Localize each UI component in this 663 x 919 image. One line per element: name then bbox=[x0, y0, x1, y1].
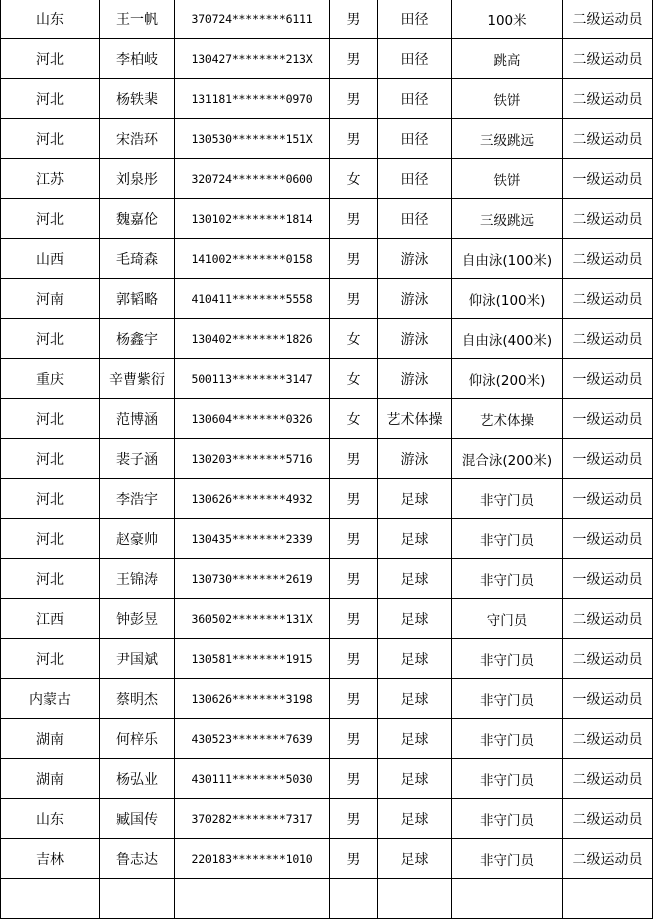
gender-cell: 男 bbox=[330, 679, 378, 719]
level-cell: 二级运动员 bbox=[563, 719, 653, 759]
level-cell: 二级运动员 bbox=[563, 119, 653, 159]
event-cell: 守门员 bbox=[452, 599, 563, 639]
name-cell: 尹国斌 bbox=[100, 639, 175, 679]
table-row bbox=[1, 559, 653, 599]
province-cell: 内蒙古 bbox=[1, 679, 100, 719]
table-row bbox=[1, 359, 653, 399]
table-row bbox=[1, 479, 653, 519]
province-cell: 河南 bbox=[1, 279, 100, 319]
table-row bbox=[1, 439, 653, 479]
id-number-cell: 130435********2339 bbox=[175, 519, 330, 559]
level-cell: 二级运动员 bbox=[563, 279, 653, 319]
id-number-cell: 130102********1814 bbox=[175, 199, 330, 239]
name-cell: 刘泉彤 bbox=[100, 159, 175, 199]
id-number-cell: 370282********7317 bbox=[175, 799, 330, 839]
gender-cell: 男 bbox=[330, 719, 378, 759]
table-row bbox=[1, 759, 653, 799]
event-cell: 非守门员 bbox=[452, 839, 563, 879]
gender-cell: 男 bbox=[330, 119, 378, 159]
gender-cell: 男 bbox=[330, 479, 378, 519]
sport-cell: 游泳 bbox=[378, 279, 452, 319]
event-cell: 自由泳(400米) bbox=[452, 319, 563, 359]
sport-cell: 游泳 bbox=[378, 439, 452, 479]
level-cell: 二级运动员 bbox=[563, 0, 653, 39]
table-row bbox=[1, 519, 653, 559]
id-number-cell bbox=[175, 879, 330, 919]
id-number-cell: 130730********2619 bbox=[175, 559, 330, 599]
name-cell bbox=[100, 879, 175, 919]
gender-cell: 女 bbox=[330, 159, 378, 199]
province-cell: 山东 bbox=[1, 799, 100, 839]
sport-cell: 足球 bbox=[378, 639, 452, 679]
id-number-cell: 130626********4932 bbox=[175, 479, 330, 519]
name-cell: 辛曹紫衍 bbox=[100, 359, 175, 399]
name-cell: 李柏岐 bbox=[100, 39, 175, 79]
sport-cell: 足球 bbox=[378, 599, 452, 639]
province-cell: 河北 bbox=[1, 199, 100, 239]
province-cell: 河北 bbox=[1, 319, 100, 359]
id-number-cell: 370724********6111 bbox=[175, 0, 330, 39]
gender-cell: 男 bbox=[330, 439, 378, 479]
id-number-cell: 430523********7639 bbox=[175, 719, 330, 759]
province-cell: 河北 bbox=[1, 39, 100, 79]
province-cell: 江苏 bbox=[1, 159, 100, 199]
gender-cell: 男 bbox=[330, 839, 378, 879]
level-cell: 二级运动员 bbox=[563, 839, 653, 879]
province-cell: 河北 bbox=[1, 519, 100, 559]
gender-cell: 女 bbox=[330, 319, 378, 359]
table-row bbox=[1, 119, 653, 159]
event-cell: 三级跳远 bbox=[452, 119, 563, 159]
name-cell: 王一帆 bbox=[100, 0, 175, 39]
event-cell: 铁饼 bbox=[452, 159, 563, 199]
gender-cell: 男 bbox=[330, 639, 378, 679]
sport-cell: 田径 bbox=[378, 0, 452, 39]
gender-cell: 男 bbox=[330, 239, 378, 279]
province-cell: 河北 bbox=[1, 479, 100, 519]
event-cell: 非守门员 bbox=[452, 639, 563, 679]
sport-cell: 艺术体操 bbox=[378, 399, 452, 439]
province-cell: 河北 bbox=[1, 559, 100, 599]
sport-cell: 足球 bbox=[378, 719, 452, 759]
roster-body bbox=[1, 0, 653, 919]
gender-cell: 男 bbox=[330, 559, 378, 599]
id-number-cell: 130581********1915 bbox=[175, 639, 330, 679]
name-cell: 郭韬略 bbox=[100, 279, 175, 319]
event-cell: 仰泳(100米) bbox=[452, 279, 563, 319]
level-cell: 二级运动员 bbox=[563, 799, 653, 839]
sport-cell: 田径 bbox=[378, 79, 452, 119]
table-row bbox=[1, 679, 653, 719]
event-cell: 非守门员 bbox=[452, 559, 563, 599]
level-cell: 二级运动员 bbox=[563, 79, 653, 119]
sport-cell: 足球 bbox=[378, 479, 452, 519]
sport-cell: 游泳 bbox=[378, 319, 452, 359]
name-cell: 杨弘业 bbox=[100, 759, 175, 799]
sport-cell: 足球 bbox=[378, 519, 452, 559]
sport-cell: 田径 bbox=[378, 199, 452, 239]
level-cell: 二级运动员 bbox=[563, 319, 653, 359]
level-cell: 一级运动员 bbox=[563, 479, 653, 519]
event-cell: 混合泳(200米) bbox=[452, 439, 563, 479]
id-number-cell: 410411********5558 bbox=[175, 279, 330, 319]
table-row bbox=[1, 799, 653, 839]
table-row bbox=[1, 279, 653, 319]
province-cell: 河北 bbox=[1, 639, 100, 679]
gender-cell: 男 bbox=[330, 279, 378, 319]
level-cell: 一级运动员 bbox=[563, 519, 653, 559]
gender-cell: 男 bbox=[330, 199, 378, 239]
table-row bbox=[1, 199, 653, 239]
sport-cell: 田径 bbox=[378, 39, 452, 79]
gender-cell: 男 bbox=[330, 599, 378, 639]
event-cell: 非守门员 bbox=[452, 759, 563, 799]
event-cell: 三级跳远 bbox=[452, 199, 563, 239]
event-cell: 非守门员 bbox=[452, 479, 563, 519]
name-cell: 毛琦森 bbox=[100, 239, 175, 279]
event-cell: 仰泳(200米) bbox=[452, 359, 563, 399]
province-cell: 湖南 bbox=[1, 759, 100, 799]
table-row bbox=[1, 0, 653, 39]
id-number-cell: 130427********213X bbox=[175, 39, 330, 79]
level-cell: 一级运动员 bbox=[563, 439, 653, 479]
table-row bbox=[1, 719, 653, 759]
name-cell: 鲁志达 bbox=[100, 839, 175, 879]
level-cell: 二级运动员 bbox=[563, 759, 653, 799]
level-cell: 一级运动员 bbox=[563, 359, 653, 399]
sport-cell bbox=[378, 879, 452, 919]
level-cell: 一级运动员 bbox=[563, 399, 653, 439]
event-cell: 非守门员 bbox=[452, 719, 563, 759]
province-cell: 湖南 bbox=[1, 719, 100, 759]
table-row bbox=[1, 319, 653, 359]
sport-cell: 游泳 bbox=[378, 239, 452, 279]
id-number-cell: 500113********3147 bbox=[175, 359, 330, 399]
name-cell: 杨鑫宇 bbox=[100, 319, 175, 359]
province-cell: 河北 bbox=[1, 79, 100, 119]
event-cell: 跳高 bbox=[452, 39, 563, 79]
gender-cell: 男 bbox=[330, 79, 378, 119]
name-cell: 赵豪帅 bbox=[100, 519, 175, 559]
table-row bbox=[1, 599, 653, 639]
gender-cell: 男 bbox=[330, 0, 378, 39]
sport-cell: 足球 bbox=[378, 799, 452, 839]
id-number-cell: 130530********151X bbox=[175, 119, 330, 159]
sport-cell: 足球 bbox=[378, 559, 452, 599]
name-cell: 蔡明杰 bbox=[100, 679, 175, 719]
id-number-cell: 220183********1010 bbox=[175, 839, 330, 879]
name-cell: 魏嘉伦 bbox=[100, 199, 175, 239]
id-number-cell: 130203********5716 bbox=[175, 439, 330, 479]
level-cell: 二级运动员 bbox=[563, 39, 653, 79]
event-cell: 艺术体操 bbox=[452, 399, 563, 439]
event-cell: 非守门员 bbox=[452, 679, 563, 719]
gender-cell bbox=[330, 879, 378, 919]
level-cell: 二级运动员 bbox=[563, 599, 653, 639]
name-cell: 宋浩环 bbox=[100, 119, 175, 159]
id-number-cell: 131181********0970 bbox=[175, 79, 330, 119]
name-cell: 李浩宇 bbox=[100, 479, 175, 519]
event-cell: 100米 bbox=[452, 0, 563, 39]
sport-cell: 游泳 bbox=[378, 359, 452, 399]
province-cell: 江西 bbox=[1, 599, 100, 639]
table-row bbox=[1, 839, 653, 879]
level-cell: 一级运动员 bbox=[563, 679, 653, 719]
id-number-cell: 360502********131X bbox=[175, 599, 330, 639]
level-cell: 二级运动员 bbox=[563, 639, 653, 679]
sport-cell: 足球 bbox=[378, 839, 452, 879]
level-cell: 二级运动员 bbox=[563, 239, 653, 279]
event-cell: 自由泳(100米) bbox=[452, 239, 563, 279]
gender-cell: 女 bbox=[330, 399, 378, 439]
event-cell bbox=[452, 879, 563, 919]
table-row bbox=[1, 639, 653, 679]
gender-cell: 男 bbox=[330, 799, 378, 839]
sport-cell: 足球 bbox=[378, 679, 452, 719]
province-cell bbox=[1, 879, 100, 919]
table-row bbox=[1, 79, 653, 119]
table-row bbox=[1, 239, 653, 279]
province-cell: 河北 bbox=[1, 119, 100, 159]
event-cell: 非守门员 bbox=[452, 799, 563, 839]
table-row bbox=[1, 159, 653, 199]
id-number-cell: 130604********0326 bbox=[175, 399, 330, 439]
gender-cell: 男 bbox=[330, 39, 378, 79]
province-cell: 吉林 bbox=[1, 839, 100, 879]
province-cell: 山西 bbox=[1, 239, 100, 279]
table-row bbox=[1, 879, 653, 919]
name-cell: 钟彭昱 bbox=[100, 599, 175, 639]
name-cell: 臧国传 bbox=[100, 799, 175, 839]
name-cell: 范博涵 bbox=[100, 399, 175, 439]
province-cell: 重庆 bbox=[1, 359, 100, 399]
name-cell: 杨轶棐 bbox=[100, 79, 175, 119]
level-cell bbox=[563, 879, 653, 919]
level-cell: 一级运动员 bbox=[563, 559, 653, 599]
gender-cell: 男 bbox=[330, 759, 378, 799]
sport-cell: 田径 bbox=[378, 119, 452, 159]
name-cell: 何梓乐 bbox=[100, 719, 175, 759]
name-cell: 王锦涛 bbox=[100, 559, 175, 599]
table-row bbox=[1, 399, 653, 439]
id-number-cell: 320724********0600 bbox=[175, 159, 330, 199]
sport-cell: 足球 bbox=[378, 759, 452, 799]
province-cell: 河北 bbox=[1, 439, 100, 479]
name-cell: 裴子涵 bbox=[100, 439, 175, 479]
level-cell: 二级运动员 bbox=[563, 199, 653, 239]
gender-cell: 女 bbox=[330, 359, 378, 399]
table-row bbox=[1, 39, 653, 79]
event-cell: 非守门员 bbox=[452, 519, 563, 559]
event-cell: 铁饼 bbox=[452, 79, 563, 119]
level-cell: 一级运动员 bbox=[563, 159, 653, 199]
province-cell: 河北 bbox=[1, 399, 100, 439]
gender-cell: 男 bbox=[330, 519, 378, 559]
province-cell: 山东 bbox=[1, 0, 100, 39]
id-number-cell: 430111********5030 bbox=[175, 759, 330, 799]
id-number-cell: 141002********0158 bbox=[175, 239, 330, 279]
id-number-cell: 130626********3198 bbox=[175, 679, 330, 719]
sport-cell: 田径 bbox=[378, 159, 452, 199]
id-number-cell: 130402********1826 bbox=[175, 319, 330, 359]
